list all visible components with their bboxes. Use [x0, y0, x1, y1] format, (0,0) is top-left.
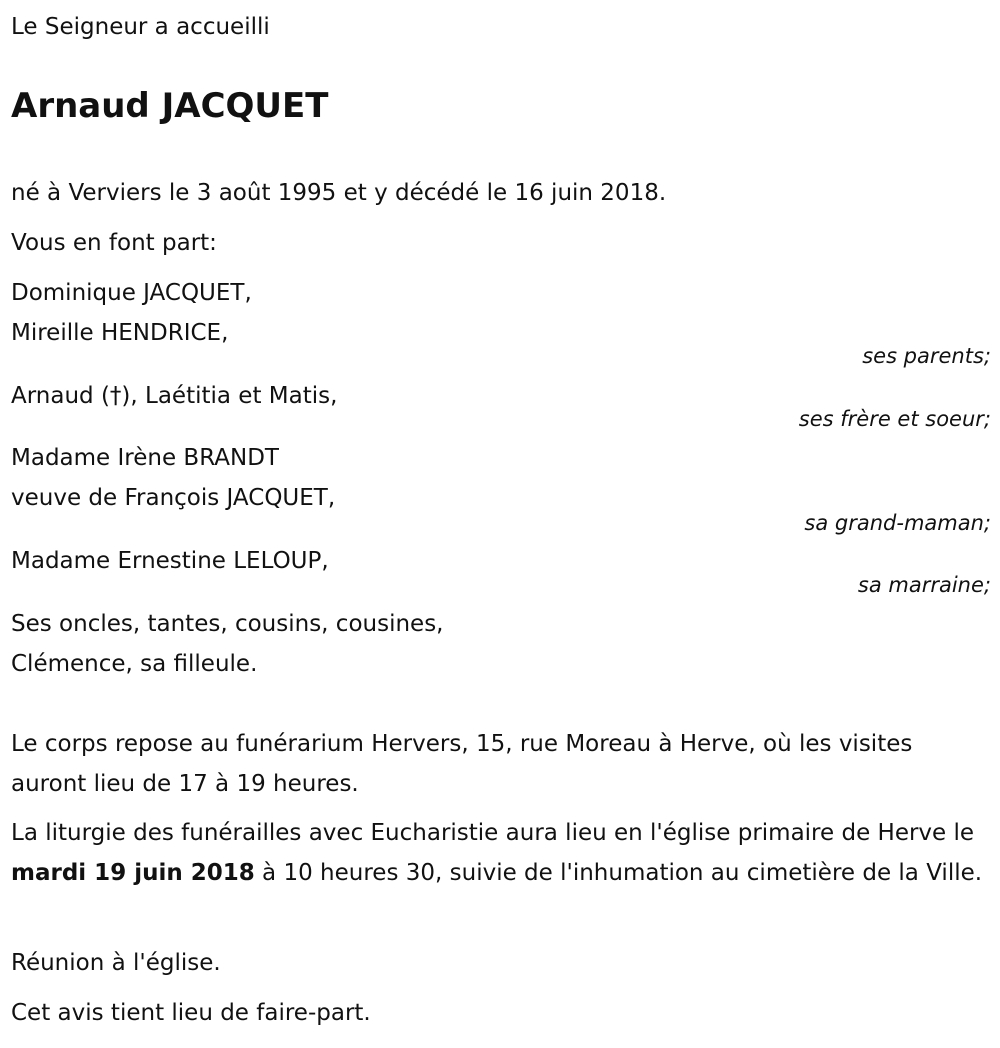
liturgy-text-after: à 10 heures 30, suivie de l'inhumation au cimetière de la Ville.: [254, 860, 983, 886]
family-line: Dominique JACQUET,: [11, 280, 252, 306]
family-line: veuve de François JACQUET,: [11, 485, 336, 511]
family-line: Madame Ernestine LELOUP,: [11, 548, 329, 574]
liturgy-paragraph: [11, 813, 986, 893]
family-role: ses parents;: [862, 344, 991, 368]
funeral-date: mardi 19 juin 2018: [11, 860, 255, 886]
family-role: sa marraine;: [857, 573, 991, 597]
family-group-parents: [11, 273, 991, 368]
announce-line: Vous en font part:: [11, 230, 217, 256]
liturgy-text-before: La liturgie des funérailles avec Eucharistie aura lieu en l'église primaire de Herve le: [11, 820, 975, 846]
family-group-godmother: [11, 541, 991, 597]
birth-death-line: né à Verviers le 3 août 1995 et y décédé le 16 juin 2018.: [11, 180, 667, 206]
family-role: sa grand-maman;: [804, 511, 991, 535]
family-group-others: [11, 604, 991, 684]
family-group-grandmother: [11, 438, 991, 535]
family-line: Arnaud (†), Laétitia et Matis,: [11, 383, 338, 409]
family-role: ses frère et soeur;: [798, 407, 991, 431]
visits-paragraph: Le corps repose au funérarium Hervers, 15, rue Moreau à Herve, où les visites auront lieu de 17 à 19 heures.: [11, 731, 913, 797]
deceased-name: Arnaud JACQUET: [11, 86, 329, 126]
family-line: Madame Irène BRANDT: [11, 445, 279, 471]
family-line: Ses oncles, tantes, cousins, cousines,: [11, 611, 444, 637]
intro-text: Le Seigneur a accueilli: [11, 14, 270, 40]
closing-line: Cet avis tient lieu de faire-part.: [11, 1000, 371, 1026]
family-line: Clémence, sa filleule.: [11, 651, 258, 677]
meeting-line: Réunion à l'église.: [11, 950, 221, 976]
family-group-siblings: [11, 376, 991, 431]
family-line: Mireille HENDRICE,: [11, 320, 229, 346]
